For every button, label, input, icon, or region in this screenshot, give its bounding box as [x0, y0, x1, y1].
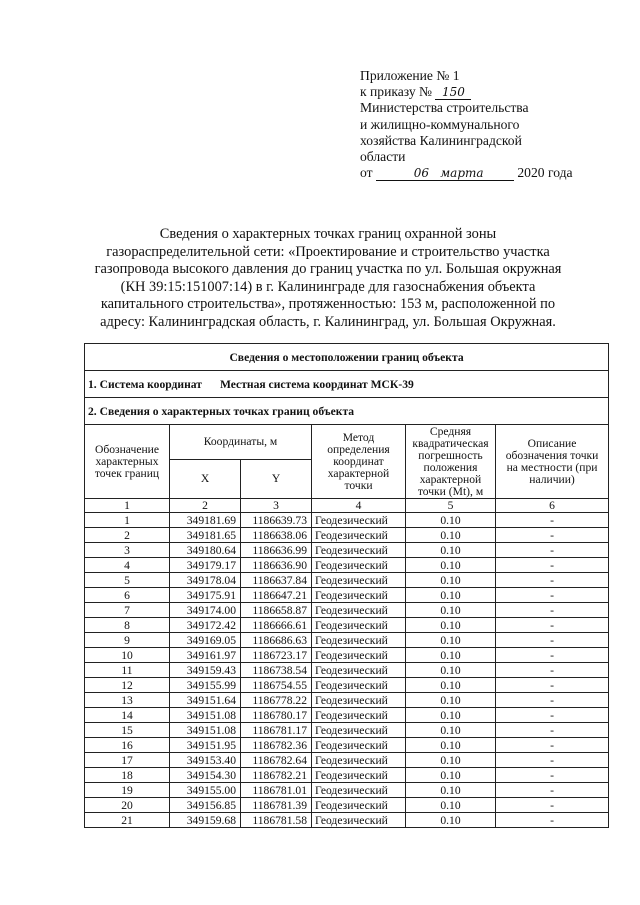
method-cell: Геодезический: [312, 783, 406, 798]
method-cell: Геодезический: [312, 618, 406, 633]
column-number: 5: [406, 499, 496, 513]
point-id-cell: 15: [85, 723, 170, 738]
x-coordinate-cell: 349153.40: [170, 753, 241, 768]
description-cell: -: [496, 543, 609, 558]
accuracy-cell: 0.10: [406, 633, 496, 648]
table-row: [85, 633, 609, 648]
point-id-cell: 20: [85, 798, 170, 813]
description-cell: -: [496, 618, 609, 633]
column-number: 1: [85, 499, 170, 513]
coordinate-system-label: 1. Система координат: [88, 377, 202, 391]
accuracy-cell: 0.10: [406, 738, 496, 753]
y-coordinate-cell: 1186658.87: [241, 603, 312, 618]
x-coordinate-cell: 349178.04: [170, 573, 241, 588]
method-cell: Геодезический: [312, 768, 406, 783]
x-coordinate-cell: 349155.99: [170, 678, 241, 693]
method-cell: Геодезический: [312, 723, 406, 738]
description-cell: -: [496, 633, 609, 648]
title-line-6: адресу: Калининградская область, г. Калининград, ул. Большая Окружная.: [100, 313, 556, 330]
description-cell: -: [496, 768, 609, 783]
method-cell: Геодезический: [312, 588, 406, 603]
method-cell: Геодезический: [312, 603, 406, 618]
y-coordinate-cell: 1186636.90: [241, 558, 312, 573]
ministry-line-4: области: [360, 149, 406, 165]
method-cell: Геодезический: [312, 573, 406, 588]
header-accuracy: Средняя квадратическая погрешность положения характерной точки (Mt), м: [406, 425, 496, 499]
order-line: [360, 84, 610, 100]
y-coordinate-cell: 1186782.21: [241, 768, 312, 783]
point-id-cell: 21: [85, 813, 170, 828]
accuracy-cell: 0.10: [406, 693, 496, 708]
header-x: X: [170, 460, 241, 499]
x-coordinate-cell: 349159.43: [170, 663, 241, 678]
x-coordinate-cell: 349151.08: [170, 708, 241, 723]
accuracy-cell: 0.10: [406, 618, 496, 633]
y-coordinate-cell: 1186781.58: [241, 813, 312, 828]
table-row: [85, 648, 609, 663]
header-method: Метод определения координат характерной точки: [312, 425, 406, 499]
column-number-row: [85, 499, 609, 513]
title-line-3: газопровода высокого давления до границ участка по ул. Большая окружная: [94, 261, 562, 278]
accuracy-cell: 0.10: [406, 753, 496, 768]
method-cell: Геодезический: [312, 543, 406, 558]
description-cell: -: [496, 603, 609, 618]
title-line-2: газораспределительной сети: «Проектирование и строительство участка: [106, 243, 550, 260]
table-row: [85, 573, 609, 588]
header-description: Описание обозначения точки на местности (при наличии): [496, 425, 609, 499]
x-coordinate-cell: 349172.42: [170, 618, 241, 633]
table-row: [85, 708, 609, 723]
table-row: [85, 603, 609, 618]
point-id-cell: 16: [85, 738, 170, 753]
column-number: 3: [241, 499, 312, 513]
accuracy-cell: 0.10: [406, 663, 496, 678]
description-cell: -: [496, 663, 609, 678]
ministry-line-2: и жилищно-коммунального: [360, 116, 520, 132]
accuracy-cell: 0.10: [406, 543, 496, 558]
point-id-cell: 4: [85, 558, 170, 573]
description-cell: -: [496, 678, 609, 693]
point-id-cell: 2: [85, 528, 170, 543]
accuracy-cell: 0.10: [406, 768, 496, 783]
date-year: 2020 года: [517, 165, 573, 181]
x-coordinate-cell: 349179.17: [170, 558, 241, 573]
coordinate-system-row: [85, 371, 609, 398]
description-cell: -: [496, 588, 609, 603]
date-line: [360, 165, 610, 181]
accuracy-cell: 0.10: [406, 798, 496, 813]
table-row: [85, 753, 609, 768]
method-cell: Геодезический: [312, 648, 406, 663]
y-coordinate-cell: 1186754.55: [241, 678, 312, 693]
table-row: [85, 528, 609, 543]
points-section-label: 2. Сведения о характерных точках границ объекта: [85, 398, 609, 425]
y-coordinate-cell: 1186782.64: [241, 753, 312, 768]
accuracy-cell: 0.10: [406, 708, 496, 723]
y-coordinate-cell: 1186723.17: [241, 648, 312, 663]
appendix-number: Приложение № 1: [360, 68, 460, 83]
title-line-5: капитального строительства», протяженностью: 153 м, расположенной по: [100, 296, 556, 313]
x-coordinate-cell: 349180.64: [170, 543, 241, 558]
accuracy-cell: 0.10: [406, 648, 496, 663]
description-cell: -: [496, 573, 609, 588]
x-coordinate-cell: 349181.69: [170, 513, 241, 528]
description-cell: -: [496, 558, 609, 573]
point-id-cell: 10: [85, 648, 170, 663]
accuracy-cell: 0.10: [406, 813, 496, 828]
table-row: [85, 813, 609, 828]
date-handwritten: [376, 166, 514, 181]
accuracy-cell: 0.10: [406, 573, 496, 588]
order-prefix: к приказу №: [360, 84, 433, 100]
table-row: [85, 543, 609, 558]
description-cell: -: [496, 513, 609, 528]
accuracy-cell: 0.10: [406, 588, 496, 603]
table-row: [85, 618, 609, 633]
method-cell: Геодезический: [312, 708, 406, 723]
accuracy-cell: 0.10: [406, 723, 496, 738]
point-id-cell: 8: [85, 618, 170, 633]
point-id-cell: 12: [85, 678, 170, 693]
title-line-4: (КН 39:15:151007:14) в г. Калининграде для газоснабжения объекта: [120, 278, 536, 295]
document-title: [58, 226, 598, 332]
y-coordinate-cell: 1186781.01: [241, 783, 312, 798]
y-coordinate-cell: 1186738.54: [241, 663, 312, 678]
table-row: [85, 693, 609, 708]
table-row: [85, 738, 609, 753]
y-coordinate-cell: 1186638.06: [241, 528, 312, 543]
method-cell: Геодезический: [312, 678, 406, 693]
description-cell: -: [496, 708, 609, 723]
column-number: 6: [496, 499, 609, 513]
header-coordinates: Координаты, м: [170, 425, 312, 460]
title-line-1: Сведения о характерных точках границ охранной зоны: [159, 226, 497, 242]
description-cell: -: [496, 528, 609, 543]
description-cell: -: [496, 723, 609, 738]
point-id-cell: 6: [85, 588, 170, 603]
boundary-points-table: [84, 343, 609, 828]
table-row: [85, 558, 609, 573]
point-id-cell: 14: [85, 708, 170, 723]
date-day: 06: [413, 166, 430, 181]
description-cell: -: [496, 798, 609, 813]
x-coordinate-cell: 349154.30: [170, 768, 241, 783]
table-row: [85, 768, 609, 783]
y-coordinate-cell: 1186780.17: [241, 708, 312, 723]
point-id-cell: 7: [85, 603, 170, 618]
point-id-cell: 3: [85, 543, 170, 558]
accuracy-cell: 0.10: [406, 558, 496, 573]
method-cell: Геодезический: [312, 738, 406, 753]
coordinate-system-value: Местная система координат МСК-39: [219, 377, 414, 391]
accuracy-cell: 0.10: [406, 603, 496, 618]
accuracy-cell: 0.10: [406, 528, 496, 543]
accuracy-cell: 0.10: [406, 678, 496, 693]
method-cell: Геодезический: [312, 558, 406, 573]
y-coordinate-cell: 1186781.17: [241, 723, 312, 738]
x-coordinate-cell: 349156.85: [170, 798, 241, 813]
order-number-handwritten: 150: [435, 85, 471, 100]
point-id-cell: 1: [85, 513, 170, 528]
x-coordinate-cell: 349161.97: [170, 648, 241, 663]
y-coordinate-cell: 1186782.36: [241, 738, 312, 753]
x-coordinate-cell: 349174.00: [170, 603, 241, 618]
table-row: [85, 798, 609, 813]
accuracy-cell: 0.10: [406, 513, 496, 528]
method-cell: Геодезический: [312, 693, 406, 708]
table-row: [85, 678, 609, 693]
x-coordinate-cell: 349155.00: [170, 783, 241, 798]
y-coordinate-cell: 1186666.61: [241, 618, 312, 633]
appendix-header: [360, 68, 610, 181]
y-coordinate-cell: 1186781.39: [241, 798, 312, 813]
accuracy-cell: 0.10: [406, 783, 496, 798]
y-coordinate-cell: 1186647.21: [241, 588, 312, 603]
description-cell: -: [496, 738, 609, 753]
y-coordinate-cell: 1186639.73: [241, 513, 312, 528]
date-prefix: от: [360, 165, 373, 181]
column-number: 2: [170, 499, 241, 513]
description-cell: -: [496, 648, 609, 663]
table-row: [85, 513, 609, 528]
y-coordinate-cell: 1186636.99: [241, 543, 312, 558]
method-cell: Геодезический: [312, 528, 406, 543]
x-coordinate-cell: 349175.91: [170, 588, 241, 603]
point-id-cell: 17: [85, 753, 170, 768]
table-row: [85, 783, 609, 798]
description-cell: -: [496, 813, 609, 828]
ministry-line-1: Министерства строительства: [360, 100, 529, 116]
x-coordinate-cell: 349151.08: [170, 723, 241, 738]
date-month: марта: [440, 166, 484, 181]
description-cell: -: [496, 783, 609, 798]
column-number: 4: [312, 499, 406, 513]
table-row: [85, 663, 609, 678]
x-coordinate-cell: 349151.95: [170, 738, 241, 753]
method-cell: Геодезический: [312, 513, 406, 528]
description-cell: -: [496, 753, 609, 768]
method-cell: Геодезический: [312, 633, 406, 648]
point-id-cell: 9: [85, 633, 170, 648]
point-id-cell: 19: [85, 783, 170, 798]
header-y: Y: [241, 460, 312, 499]
point-id-cell: 11: [85, 663, 170, 678]
y-coordinate-cell: 1186778.22: [241, 693, 312, 708]
method-cell: Геодезический: [312, 798, 406, 813]
x-coordinate-cell: 349151.64: [170, 693, 241, 708]
point-id-cell: 18: [85, 768, 170, 783]
method-cell: Геодезический: [312, 753, 406, 768]
table-row: [85, 723, 609, 738]
point-id-cell: 13: [85, 693, 170, 708]
point-id-cell: 5: [85, 573, 170, 588]
y-coordinate-cell: 1186637.84: [241, 573, 312, 588]
description-cell: -: [496, 693, 609, 708]
table-row: [85, 588, 609, 603]
x-coordinate-cell: 349181.65: [170, 528, 241, 543]
header-point-id: Обозначение характерных точек границ: [85, 425, 170, 499]
x-coordinate-cell: 349159.68: [170, 813, 241, 828]
x-coordinate-cell: 349169.05: [170, 633, 241, 648]
method-cell: Геодезический: [312, 663, 406, 678]
table-banner: Сведения о местоположении границ объекта: [85, 344, 609, 371]
method-cell: Геодезический: [312, 813, 406, 828]
y-coordinate-cell: 1186686.63: [241, 633, 312, 648]
ministry-line-3: хозяйства Калининградской: [360, 132, 522, 148]
